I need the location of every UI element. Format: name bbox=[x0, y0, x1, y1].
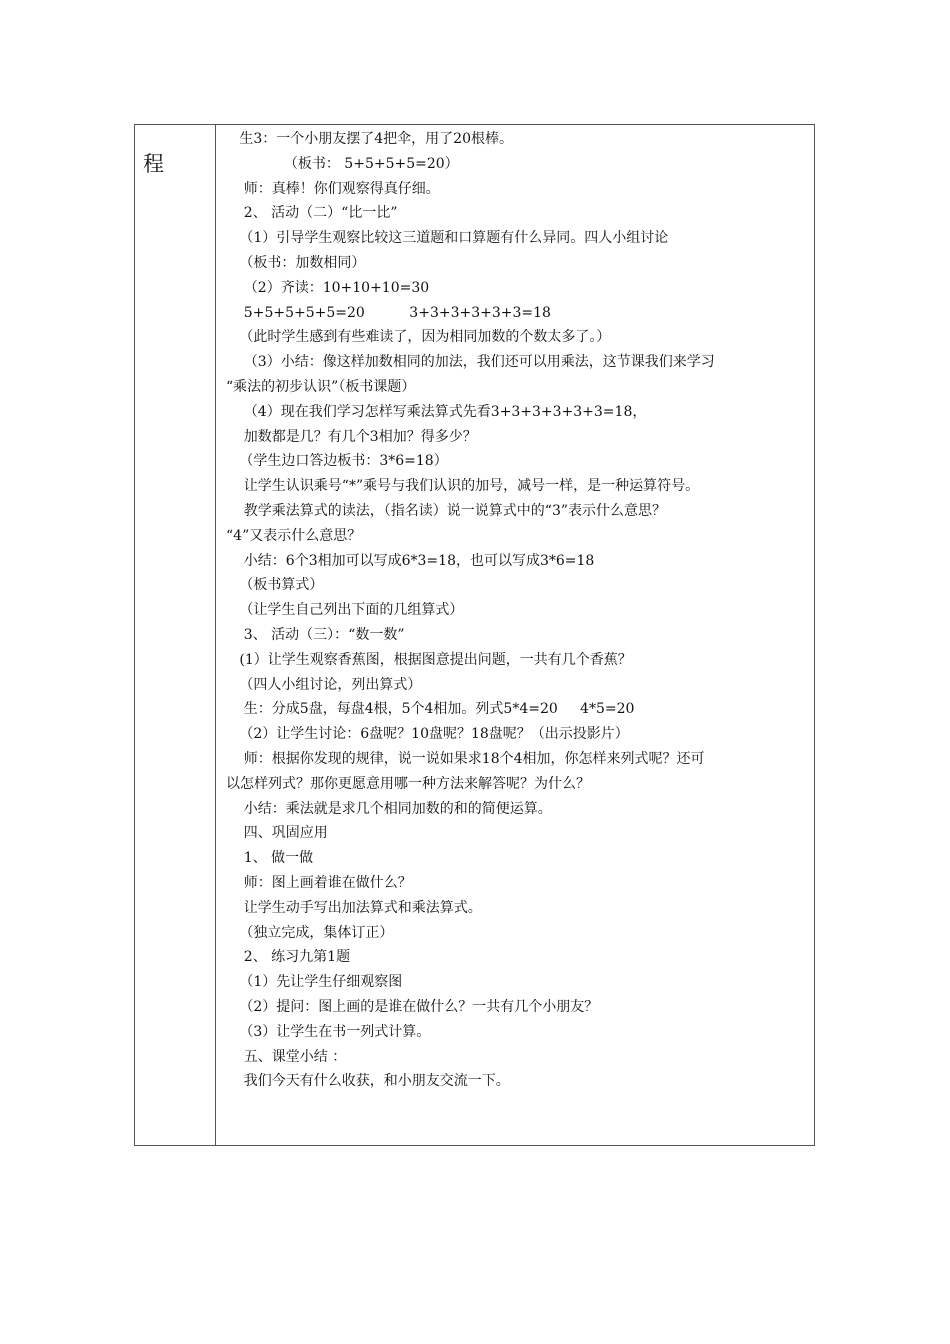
text-line: 师：根据你发现的规律，说一说如果求18个4相加，你怎样来列式呢？还可 bbox=[226, 751, 705, 767]
text-line: （此时学生感到有些难读了，因为相同加数的个数太多了。） bbox=[226, 329, 611, 346]
text-line: “乘法的初步认识”（板书课题） bbox=[226, 379, 416, 395]
text-line: 小结：6个3相加可以写成6*3=18，也可以写成3*6=18 bbox=[226, 552, 595, 569]
text-line: （学生边口答边板书：3*6=18） bbox=[226, 453, 448, 470]
text-line: 以怎样列式？那你更愿意用哪一种方法来解答呢？为什么？ bbox=[226, 775, 590, 792]
text-line: （板书：加数相同） bbox=[226, 255, 366, 271]
text-line: 2、 活动（二）“比一比” bbox=[226, 205, 398, 222]
lesson-table bbox=[134, 124, 815, 1146]
text-line: （让学生自己列出下面的几组算式） bbox=[226, 602, 464, 619]
text-line: 让学生动手写出加法算式和乘法算式。 bbox=[226, 899, 482, 916]
text-line: 五、课堂小结 ： bbox=[226, 1048, 347, 1065]
text-line: 2、 练习九第1题 bbox=[226, 949, 351, 966]
text-line: （2）让学生讨论：6盘呢？10盘呢？18盘呢？（出示投影片） bbox=[226, 726, 629, 743]
text-line: （四人小组讨论，列出算式） bbox=[226, 676, 422, 693]
text-line: 师：真棒！你们观察得真仔细。 bbox=[226, 180, 440, 197]
text-line: 加数都是几？有几个3相加？得多少？ bbox=[226, 428, 477, 445]
text-line: “4”又表示什么意思？ bbox=[226, 527, 362, 544]
side-label: 程 bbox=[143, 152, 164, 176]
text-line: （3）小结：像这样加数相同的加法，我们还可以用乘法，这节课我们来学习 bbox=[226, 354, 715, 371]
column-divider bbox=[215, 125, 216, 1145]
text-line: 1、 做一做 bbox=[226, 850, 314, 867]
text-line: （板书算式） bbox=[226, 577, 324, 594]
text-line: (1）让学生观察香蕉图，根据图意提出问题，一共有几个香蕉？ bbox=[226, 651, 632, 668]
text-line: （板书： 5+5+5+5=20） bbox=[226, 155, 459, 172]
text-line: （4）现在我们学习怎样写乘法算式先看3+3+3+3+3+3=18， bbox=[226, 403, 647, 420]
text-line: 教学乘法算式的读法，（指名读）说一说算式中的“3”表示什么意思？ bbox=[226, 503, 667, 519]
text-line: （2）齐读：10+10+10=30 bbox=[226, 279, 430, 296]
text-line: 我们今天有什么收获，和小朋友交流一下。 bbox=[226, 1073, 510, 1090]
text-line: 3、 活动（三）：“数一数” bbox=[226, 627, 405, 643]
text-line: （2）提问：图上画的是谁在做什么？一共有几个小朋友？ bbox=[226, 999, 599, 1015]
text-line: 5+5+5+5+5=20 3+3+3+3+3+3=18 bbox=[226, 304, 551, 321]
text-line: （独立完成，集体订正） bbox=[226, 924, 394, 941]
text-line: 师：图上画着谁在做什么？ bbox=[226, 875, 412, 891]
text-line: 生：分成5盘，每盘4根，5个4相加。列式5*4=20 4*5=20 bbox=[226, 701, 635, 718]
text-line: 让学生认识乘号“*”乘号与我们认识的加号，减号一样，是一种运算符号。 bbox=[226, 478, 700, 495]
text-line: 四、巩固应用 bbox=[226, 825, 328, 842]
text-line: 小结：乘法就是求几个相同加数的和的简便运算。 bbox=[226, 800, 552, 817]
text-line: （1）引导学生观察比较这三道题和口算题有什么异同。四人小组讨论 bbox=[226, 230, 669, 247]
text-line: （3）让学生在书一列式计算。 bbox=[226, 1023, 431, 1040]
text-line: 生3：一个小朋友摆了4把伞，用了20根棒。 bbox=[226, 131, 513, 147]
text-line: （1）先让学生仔细观察图 bbox=[226, 974, 403, 991]
